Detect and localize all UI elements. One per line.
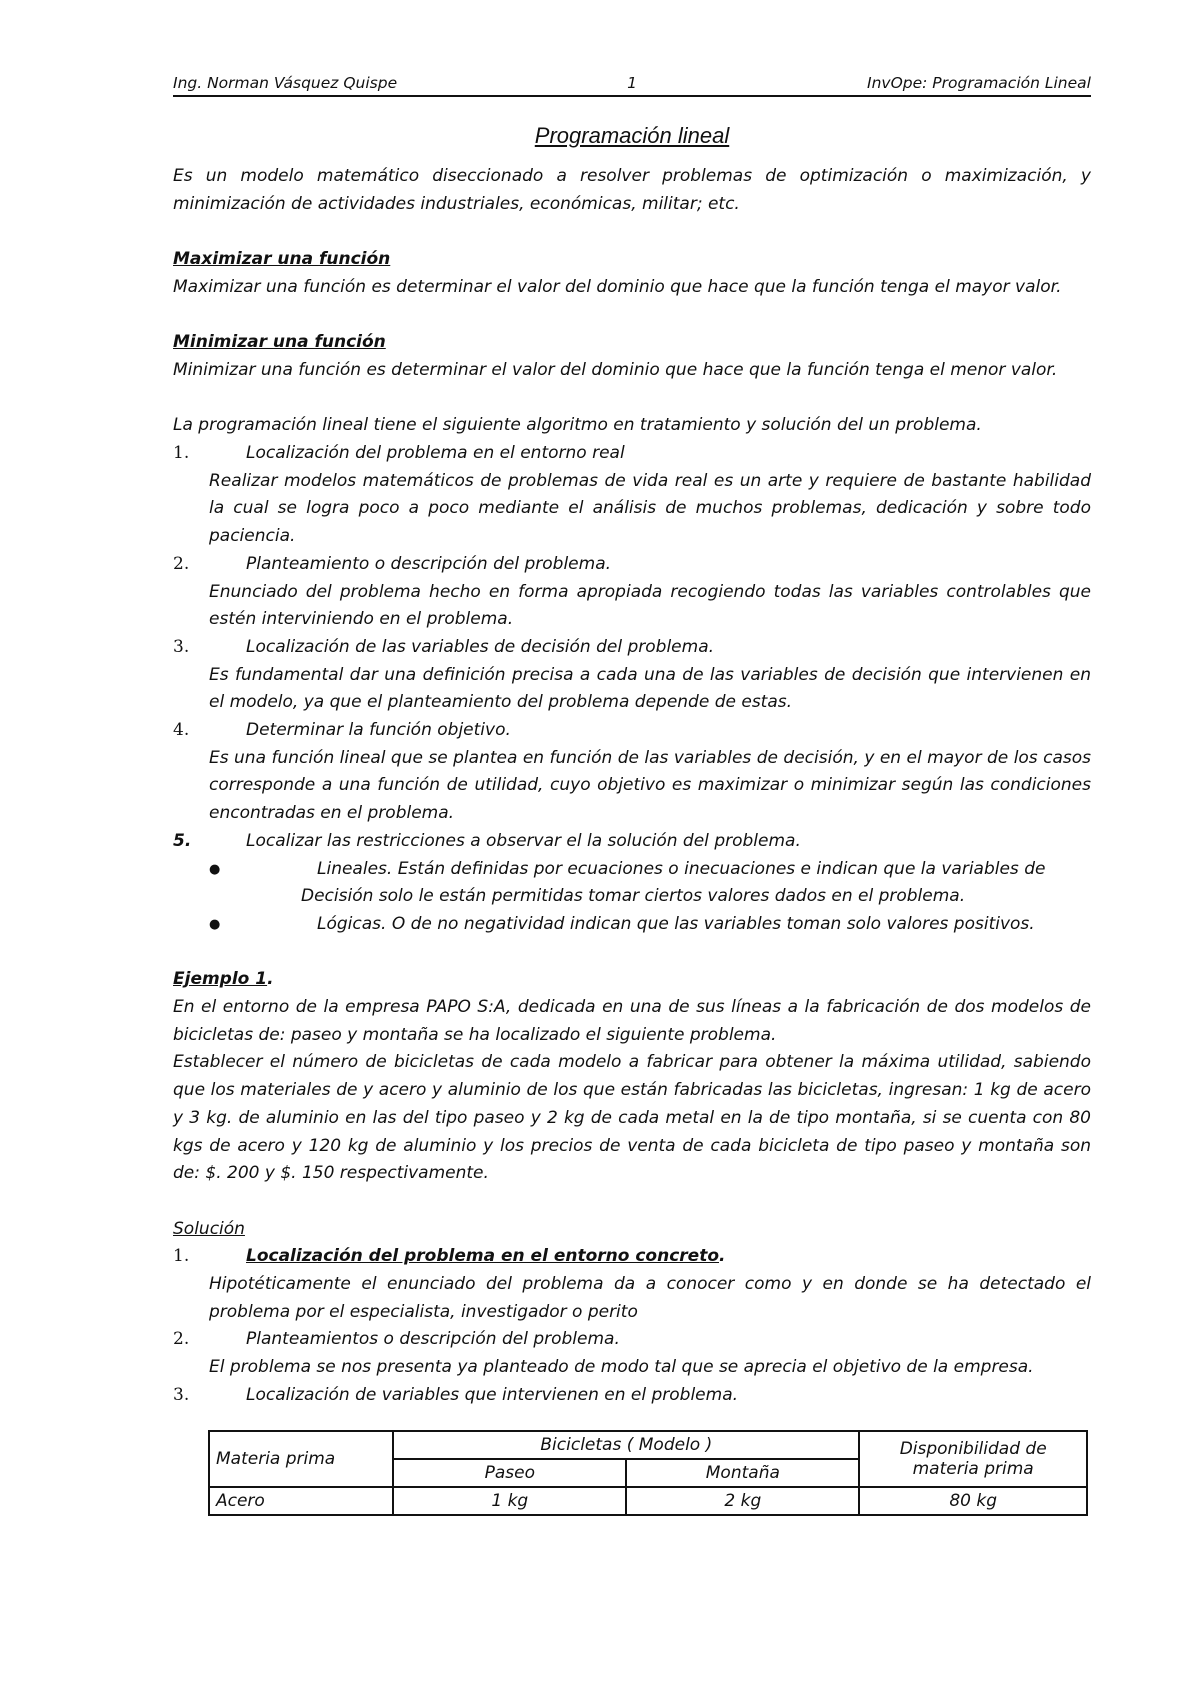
step-title: Planteamiento o descripción del problema.	[246, 553, 612, 574]
algorithm-intro: La programación lineal tiene el siguiente algoritmo en tratamiento y solución del un problema.	[173, 415, 982, 436]
example-paragraph-1: En el entorno de la empresa PAPO S:A, dedicada en una de sus líneas a la fabricación de dos modelos de bicicletas de: paseo y montaña se ha localizado el siguiente problema.	[173, 997, 1091, 1045]
page-header	[173, 70, 1091, 97]
solution-step-item	[173, 1382, 1091, 1410]
header-availability: Disponibilidad de materia prima	[859, 1431, 1087, 1487]
solution-steps	[173, 1243, 1091, 1409]
step-title: Planteamientos o descripción del problema.	[246, 1329, 620, 1350]
maximize-text: Maximizar una función es determinar el valor del dominio que hace que la función tenga el mayor valor.	[173, 276, 1062, 297]
step-number: 2.	[173, 553, 190, 574]
step-title: Localización de las variables de decisión del problema.	[246, 636, 715, 657]
step-item	[173, 440, 1091, 468]
solution-heading: Solución	[173, 1218, 245, 1239]
minimize-heading: Minimizar una función	[173, 332, 386, 353]
header-bicycles: Bicicletas ( Modelo )	[393, 1431, 859, 1459]
header-paseo: Paseo	[393, 1459, 626, 1487]
solution-step-item: 1. Localización del problema en el entorno concreto .	[173, 1243, 1091, 1271]
step-number: 5.	[173, 830, 192, 851]
step-text: El problema se nos presenta ya planteado de modo tal que se aprecia el objetivo de la empresa.	[209, 1357, 1034, 1378]
header-material: Materia prima	[209, 1431, 393, 1487]
example-heading-line: Ejemplo 1.	[173, 969, 274, 990]
page-title: Programación lineal	[534, 123, 730, 148]
document-page	[173, 70, 1091, 1516]
step-title: Determinar la función objetivo.	[246, 720, 511, 741]
step-number: 3.	[173, 1384, 190, 1405]
table-row	[209, 1487, 1087, 1515]
step-item	[173, 828, 1091, 856]
step-number: 3.	[173, 636, 190, 657]
materials-table	[208, 1430, 1088, 1516]
example-paragraph-2: Establecer el número de bicicletas de cada modelo a fabricar para obtener la máxima utilidad, sabiendo que los materiales de y acero y aluminio de los que están fabricadas las bicicletas, ingresan: 1 kg de acero y 3 kg. de aluminio en las del tipo paseo y 2 kg de cada metal en la de tipo montaña, si se cuenta con 80 kgs de acero y 120 kg de aluminio y los precios de venta de cada bicicleta de tipo paseo y montaña son de: $. 200 y $. 150 respectivamente.	[173, 1052, 1091, 1184]
bullet-icon: ●	[209, 916, 221, 932]
step-number: 1.	[173, 442, 190, 463]
bullet-item	[173, 856, 1091, 884]
intro-paragraph: Es un modelo matemático diseccionado a resolver problemas de optimización o maximización, y minimización de actividades industriales, económicas, militar; etc.	[173, 166, 1091, 214]
header-course: InvOpe: Programación Lineal	[867, 74, 1091, 92]
step-title: Localización de variables que intervienen en el problema.	[246, 1384, 739, 1405]
cell-paseo: 1 kg	[393, 1487, 626, 1515]
step-text: Enunciado del problema hecho en forma apropiada recogiendo todas las variables controlables que estén interviniendo en el problema.	[209, 581, 1091, 630]
bullet-continuation: Decisión solo le están permitidas tomar ciertos valores dados en el problema.	[301, 886, 966, 907]
step-item	[173, 717, 1091, 745]
algorithm-steps	[173, 440, 1091, 939]
minimize-text: Minimizar una función es determinar el valor del dominio que hace que la función tenga el menor valor.	[173, 359, 1058, 380]
cell-availability: 80 kg	[859, 1487, 1087, 1515]
bullet-icon: ●	[209, 861, 221, 877]
header-page-number: 1	[627, 74, 637, 92]
step-title: Localización del problema en el entorno real	[246, 442, 625, 463]
step-item	[173, 634, 1091, 662]
bullet-text: Lineales. Están definidas por ecuaciones o inecuaciones e indican que la variables de	[317, 858, 1046, 879]
step-text: Realizar modelos matemáticos de problemas de vida real es un arte y requiere de bastante habilidad la cual se logra poco a poco mediante el análisis de muchos problemas, dedicación y sobre todo paciencia.	[209, 470, 1091, 547]
step-title: Localizar las restricciones a observar el la solución del problema.	[246, 830, 801, 851]
example-heading: Ejemplo 1	[173, 969, 268, 990]
step-text: Hipotéticamente el enunciado del problema da a conocer como y en donde se ha detectado el problema por el especialista, investigador o perito	[209, 1274, 1091, 1322]
step-number: 1.	[173, 1246, 190, 1267]
bullet-text: Lógicas. O de no negatividad indican que las variables toman solo valores positivos.	[317, 913, 1035, 934]
step-title: Localización del problema en el entorno concreto	[246, 1246, 719, 1267]
header-montana: Montaña	[626, 1459, 859, 1487]
step-number: 2.	[173, 1329, 190, 1350]
solution-step-item	[173, 1326, 1091, 1354]
step-item	[173, 551, 1091, 579]
cell-material: Acero	[209, 1487, 393, 1515]
cell-montana: 2 kg	[626, 1487, 859, 1515]
step-text: Es una función lineal que se plantea en función de las variables de decisión, y en el mayor de los casos corresponde a una función de utilidad, cuyo objetivo es maximizar o minimizar según las condiciones encontradas en el problema.	[209, 747, 1091, 824]
step-number: 4.	[173, 720, 190, 741]
step-text: Es fundamental dar una definición precisa a cada una de las variables de decisión que intervienen en el modelo, ya que el planteamiento del problema depende de estas.	[209, 664, 1091, 713]
header-author: Ing. Norman Vásquez Quispe	[173, 74, 398, 92]
bullet-item	[173, 911, 1091, 939]
maximize-heading: Maximizar una función	[173, 249, 391, 270]
